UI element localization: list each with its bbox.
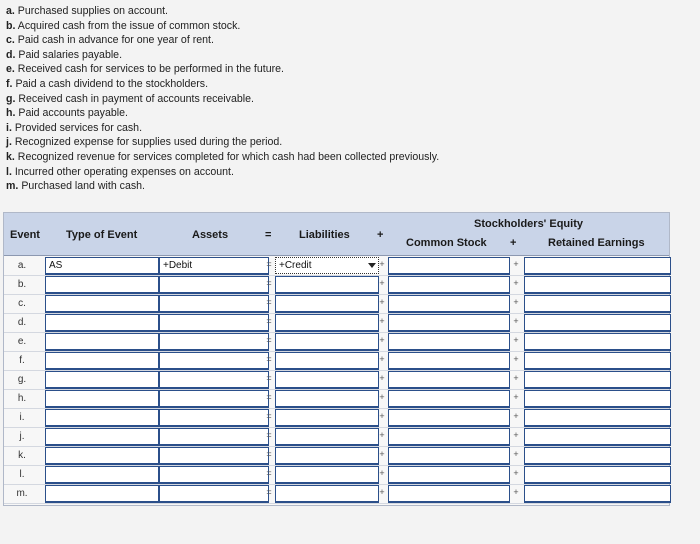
liabilities-input[interactable] [275, 466, 379, 484]
table-row [4, 465, 669, 485]
common-stock-input[interactable] [388, 352, 510, 370]
retained-earnings-input[interactable] [524, 390, 671, 408]
transaction-text: Recognized expense for supplies used during the period. [14, 136, 283, 149]
common-stock-input[interactable] [388, 466, 510, 484]
retained-earnings-input[interactable] [524, 409, 671, 427]
assets-input[interactable] [159, 314, 269, 332]
transaction-text: Acquired cash from the issue of common stock. [17, 19, 241, 32]
header-type-of-event: Type of Event [66, 229, 138, 241]
table-row [4, 294, 669, 314]
type-of-event-input[interactable] [45, 314, 159, 332]
transaction-text: Paid salaries payable. [18, 48, 123, 61]
plus-sign: + [513, 430, 519, 440]
transaction-item [6, 135, 439, 150]
liabilities-input[interactable] [275, 390, 379, 408]
common-stock-input[interactable] [388, 447, 510, 465]
event-label: g. [17, 374, 27, 385]
event-label: m. [16, 488, 28, 499]
header-retained-earnings: Retained Earnings [548, 237, 645, 249]
header-assets: Assets [192, 229, 229, 241]
accounting-equation-table [3, 212, 670, 506]
plus-sign: + [513, 373, 519, 383]
transaction-list [6, 4, 439, 194]
transaction-text: Recognized revenue for services completed for which cash had been collected previously. [17, 150, 440, 163]
common-stock-input[interactable] [388, 333, 510, 351]
transaction-item [6, 33, 439, 48]
plus-sign: + [513, 354, 519, 364]
transaction-text: Paid cash in advance for one year of rent. [17, 34, 214, 47]
transaction-letter: m. [6, 180, 19, 193]
type-of-event-input[interactable] [45, 371, 159, 389]
liabilities-input[interactable]: +Credit [275, 257, 379, 274]
table-row [4, 484, 669, 504]
common-stock-input[interactable] [388, 295, 510, 313]
equals-sign: = [266, 487, 272, 497]
transaction-text: Received cash in payment of accounts receivable. [18, 92, 254, 105]
assets-input[interactable] [159, 333, 269, 351]
type-of-event-input[interactable] [45, 390, 159, 408]
plus-sign: + [513, 278, 519, 288]
transaction-item [6, 121, 439, 136]
transaction-letter: d. [6, 48, 16, 61]
type-of-event-input[interactable] [45, 447, 159, 465]
retained-earnings-input[interactable] [524, 257, 671, 275]
assets-input[interactable]: +Debit [159, 257, 269, 275]
transaction-text: Received cash for services to be performed in the future. [17, 63, 284, 76]
plus-sign: + [379, 468, 385, 478]
plus-sign: + [513, 411, 519, 421]
type-of-event-input[interactable] [45, 352, 159, 370]
liabilities-input[interactable] [275, 295, 379, 313]
table-row [4, 446, 669, 466]
assets-input[interactable] [159, 276, 269, 294]
header-equals: = [265, 229, 272, 241]
transaction-item [6, 92, 439, 107]
plus-sign: + [379, 373, 385, 383]
transaction-letter: e. [6, 63, 15, 76]
header-common-stock: Common Stock [406, 237, 487, 249]
header-stockholders-equity: Stockholders' Equity [474, 218, 583, 230]
transaction-letter: g. [6, 92, 16, 105]
plus-sign: + [513, 335, 519, 345]
type-of-event-input[interactable] [45, 466, 159, 484]
common-stock-input[interactable] [388, 371, 510, 389]
type-of-event-input[interactable] [45, 485, 159, 503]
retained-earnings-input[interactable] [524, 295, 671, 313]
transaction-text: Provided services for cash. [14, 121, 143, 134]
liabilities-input[interactable] [275, 428, 379, 446]
plus-sign: + [513, 259, 519, 269]
common-stock-input[interactable] [388, 428, 510, 446]
retained-earnings-input[interactable] [524, 485, 671, 503]
plus-sign: + [513, 297, 519, 307]
plus-sign: + [513, 487, 519, 497]
plus-sign: + [379, 449, 385, 459]
plus-sign: + [379, 316, 385, 326]
table-row [4, 351, 669, 371]
common-stock-input[interactable] [388, 485, 510, 503]
table-row [4, 389, 669, 409]
type-of-event-input[interactable]: AS [45, 257, 159, 275]
equals-sign: = [266, 316, 272, 326]
equals-sign: = [266, 259, 272, 269]
header-liabilities: Liabilities [299, 229, 350, 241]
plus-sign: + [379, 278, 385, 288]
event-label: c. [18, 298, 26, 309]
assets-input[interactable] [159, 466, 269, 484]
event-label: f. [19, 355, 25, 366]
assets-input[interactable] [159, 352, 269, 370]
transaction-item [6, 48, 439, 63]
header-plus: + [377, 229, 384, 241]
type-of-event-input[interactable] [45, 333, 159, 351]
plus-sign: + [513, 449, 519, 459]
transaction-item [6, 62, 439, 77]
equals-sign: = [266, 411, 272, 421]
plus-sign: + [379, 487, 385, 497]
retained-earnings-input[interactable] [524, 276, 671, 294]
event-label: l. [19, 469, 25, 480]
transaction-item [6, 150, 439, 165]
plus-sign: + [379, 259, 385, 269]
type-of-event-input[interactable] [45, 276, 159, 294]
retained-earnings-input[interactable] [524, 447, 671, 465]
retained-earnings-input[interactable] [524, 314, 671, 332]
equals-sign: = [266, 468, 272, 478]
equals-sign: = [266, 278, 272, 288]
table-row [4, 370, 669, 390]
transaction-text: Purchased supplies on account. [17, 5, 168, 17]
plus-sign: + [513, 316, 519, 326]
transaction-item [6, 106, 439, 121]
transaction-text: Paid accounts payable. [18, 107, 128, 120]
transaction-letter: a. [6, 5, 15, 17]
table-row [4, 313, 669, 333]
transaction-letter: c. [6, 34, 15, 47]
transaction-item [6, 4, 439, 19]
liabilities-input[interactable] [275, 333, 379, 351]
equals-sign: = [266, 335, 272, 345]
assets-input[interactable] [159, 371, 269, 389]
event-label: e. [17, 336, 27, 347]
liabilities-input[interactable] [275, 371, 379, 389]
equals-sign: = [266, 373, 272, 383]
equals-sign: = [266, 449, 272, 459]
liabilities-input[interactable] [275, 485, 379, 503]
header-plus-equity: + [510, 237, 517, 249]
plus-sign: + [379, 392, 385, 402]
retained-earnings-input[interactable] [524, 352, 671, 370]
liabilities-input[interactable] [275, 447, 379, 465]
table-row [4, 408, 669, 428]
type-of-event-input[interactable] [45, 409, 159, 427]
transaction-item [6, 165, 439, 180]
table-row [4, 275, 669, 295]
assets-input[interactable] [159, 390, 269, 408]
event-label: d. [17, 317, 27, 328]
event-label: k. [18, 450, 26, 461]
transaction-item [6, 19, 439, 34]
equals-sign: = [266, 392, 272, 402]
common-stock-input[interactable] [388, 314, 510, 332]
header-event: Event [10, 229, 40, 241]
transaction-letter: l. [6, 165, 12, 178]
transaction-letter: k. [6, 150, 15, 163]
transaction-letter: f. [6, 77, 13, 90]
retained-earnings-input[interactable] [524, 428, 671, 446]
plus-sign: + [379, 411, 385, 421]
transaction-letter: i. [6, 121, 12, 134]
equals-sign: = [266, 354, 272, 364]
type-of-event-input[interactable] [45, 295, 159, 313]
transaction-text: Incurred other operating expenses on account. [14, 165, 234, 178]
common-stock-input[interactable] [388, 409, 510, 427]
assets-input[interactable] [159, 409, 269, 427]
assets-input[interactable] [159, 295, 269, 313]
event-label: h. [17, 393, 27, 404]
liabilities-input[interactable] [275, 314, 379, 332]
event-label: j. [19, 431, 25, 442]
retained-earnings-input[interactable] [524, 466, 671, 484]
transaction-item [6, 179, 439, 194]
transaction-letter: h. [6, 107, 16, 120]
transaction-text: Purchased land with cash. [21, 180, 145, 193]
table-header [4, 213, 669, 256]
plus-sign: + [379, 335, 385, 345]
event-label: b. [17, 279, 27, 290]
plus-sign: + [513, 392, 519, 402]
plus-sign: + [379, 297, 385, 307]
liabilities-input[interactable] [275, 276, 379, 294]
assets-input[interactable] [159, 447, 269, 465]
transaction-text: Paid a cash dividend to the stockholders. [15, 77, 209, 90]
table-row [4, 427, 669, 447]
plus-sign: + [379, 430, 385, 440]
common-stock-input[interactable] [388, 257, 510, 275]
liabilities-input[interactable] [275, 352, 379, 370]
equals-sign: = [266, 430, 272, 440]
event-label: a. [17, 260, 27, 271]
event-label: i. [19, 412, 25, 423]
plus-sign: + [379, 354, 385, 364]
type-of-event-input[interactable] [45, 428, 159, 446]
transaction-letter: b. [6, 19, 16, 32]
retained-earnings-input[interactable] [524, 371, 671, 389]
plus-sign: + [513, 468, 519, 478]
common-stock-input[interactable] [388, 276, 510, 294]
table-row [4, 256, 669, 276]
equals-sign: = [266, 297, 272, 307]
common-stock-input[interactable] [388, 390, 510, 408]
assets-input[interactable] [159, 428, 269, 446]
assets-input[interactable] [159, 485, 269, 503]
transaction-item [6, 77, 439, 92]
liabilities-input[interactable] [275, 409, 379, 427]
transaction-letter: j. [6, 136, 12, 149]
table-row [4, 332, 669, 352]
dropdown-arrow-icon[interactable] [368, 263, 376, 268]
retained-earnings-input[interactable] [524, 333, 671, 351]
